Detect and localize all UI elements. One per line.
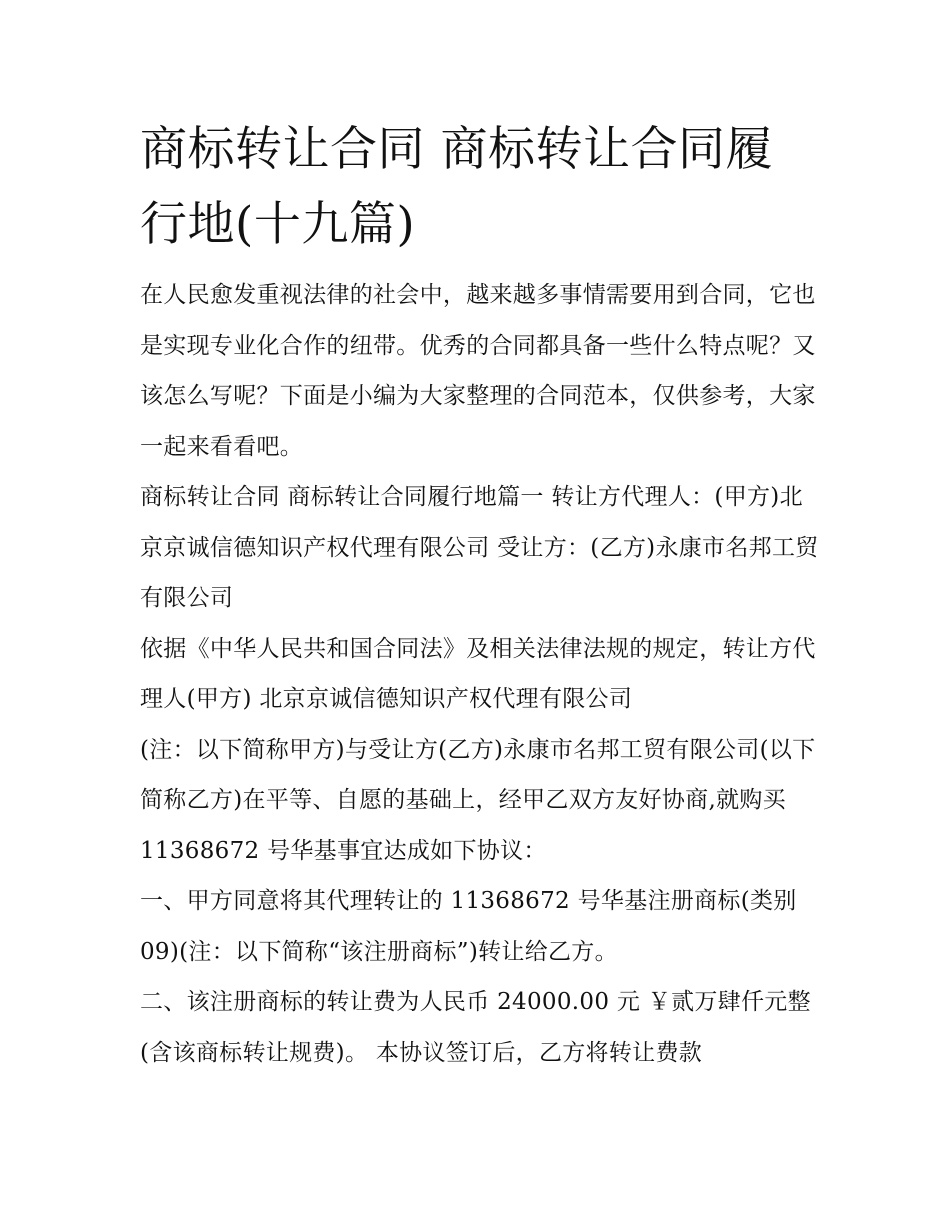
agreement-paragraph: (注：以下简称甲方)与受让方(乙方)永康市名邦工贸有限公司(以下简称乙方)在平等、自愿的基础上，经甲乙双方友好协商,就购买 11368672 号华基事宜达成如下协议： bbox=[140, 736, 816, 864]
clause-one-paragraph: 一、甲方同意将其代理转让的 11368672 号华基注册商标(类别 09)(注：以下简称“该注册商标”)转让给乙方。 bbox=[140, 888, 797, 965]
intro-paragraph: 在人民愈发重视法律的社会中，越来越多事情需要用到合同，它也是实现专业化合作的纽带。优秀的合同都具备一些什么特点呢？又该怎么写呢？下面是小编为大家整理的合同范本，仅供参考，大家一起来看看吧。 bbox=[140, 282, 816, 460]
legal-basis-paragraph: 依据《中华人民共和国合同法》及相关法律法规的规定，转让方代理人(甲方) 北京京诚信德知识产权代理有限公司 bbox=[140, 635, 816, 712]
document-body bbox=[140, 112, 820, 1078]
document-title: 商标转让合同 商标转让合同履行地(十九篇) bbox=[140, 122, 773, 252]
parties-paragraph: 商标转让合同 商标转让合同履行地篇一 转让方代理人：(甲方)北京京诚信德知识产权代理有限公司 受让方：(乙方)永康市名邦工贸有限公司 bbox=[140, 484, 819, 611]
clause-two-paragraph: 二、该注册商标的转让费为人民币 24000.00 元 ￥贰万肆仟元整(含该商标转让规费)。 本协议签订后，乙方将转让费款 bbox=[140, 989, 811, 1066]
